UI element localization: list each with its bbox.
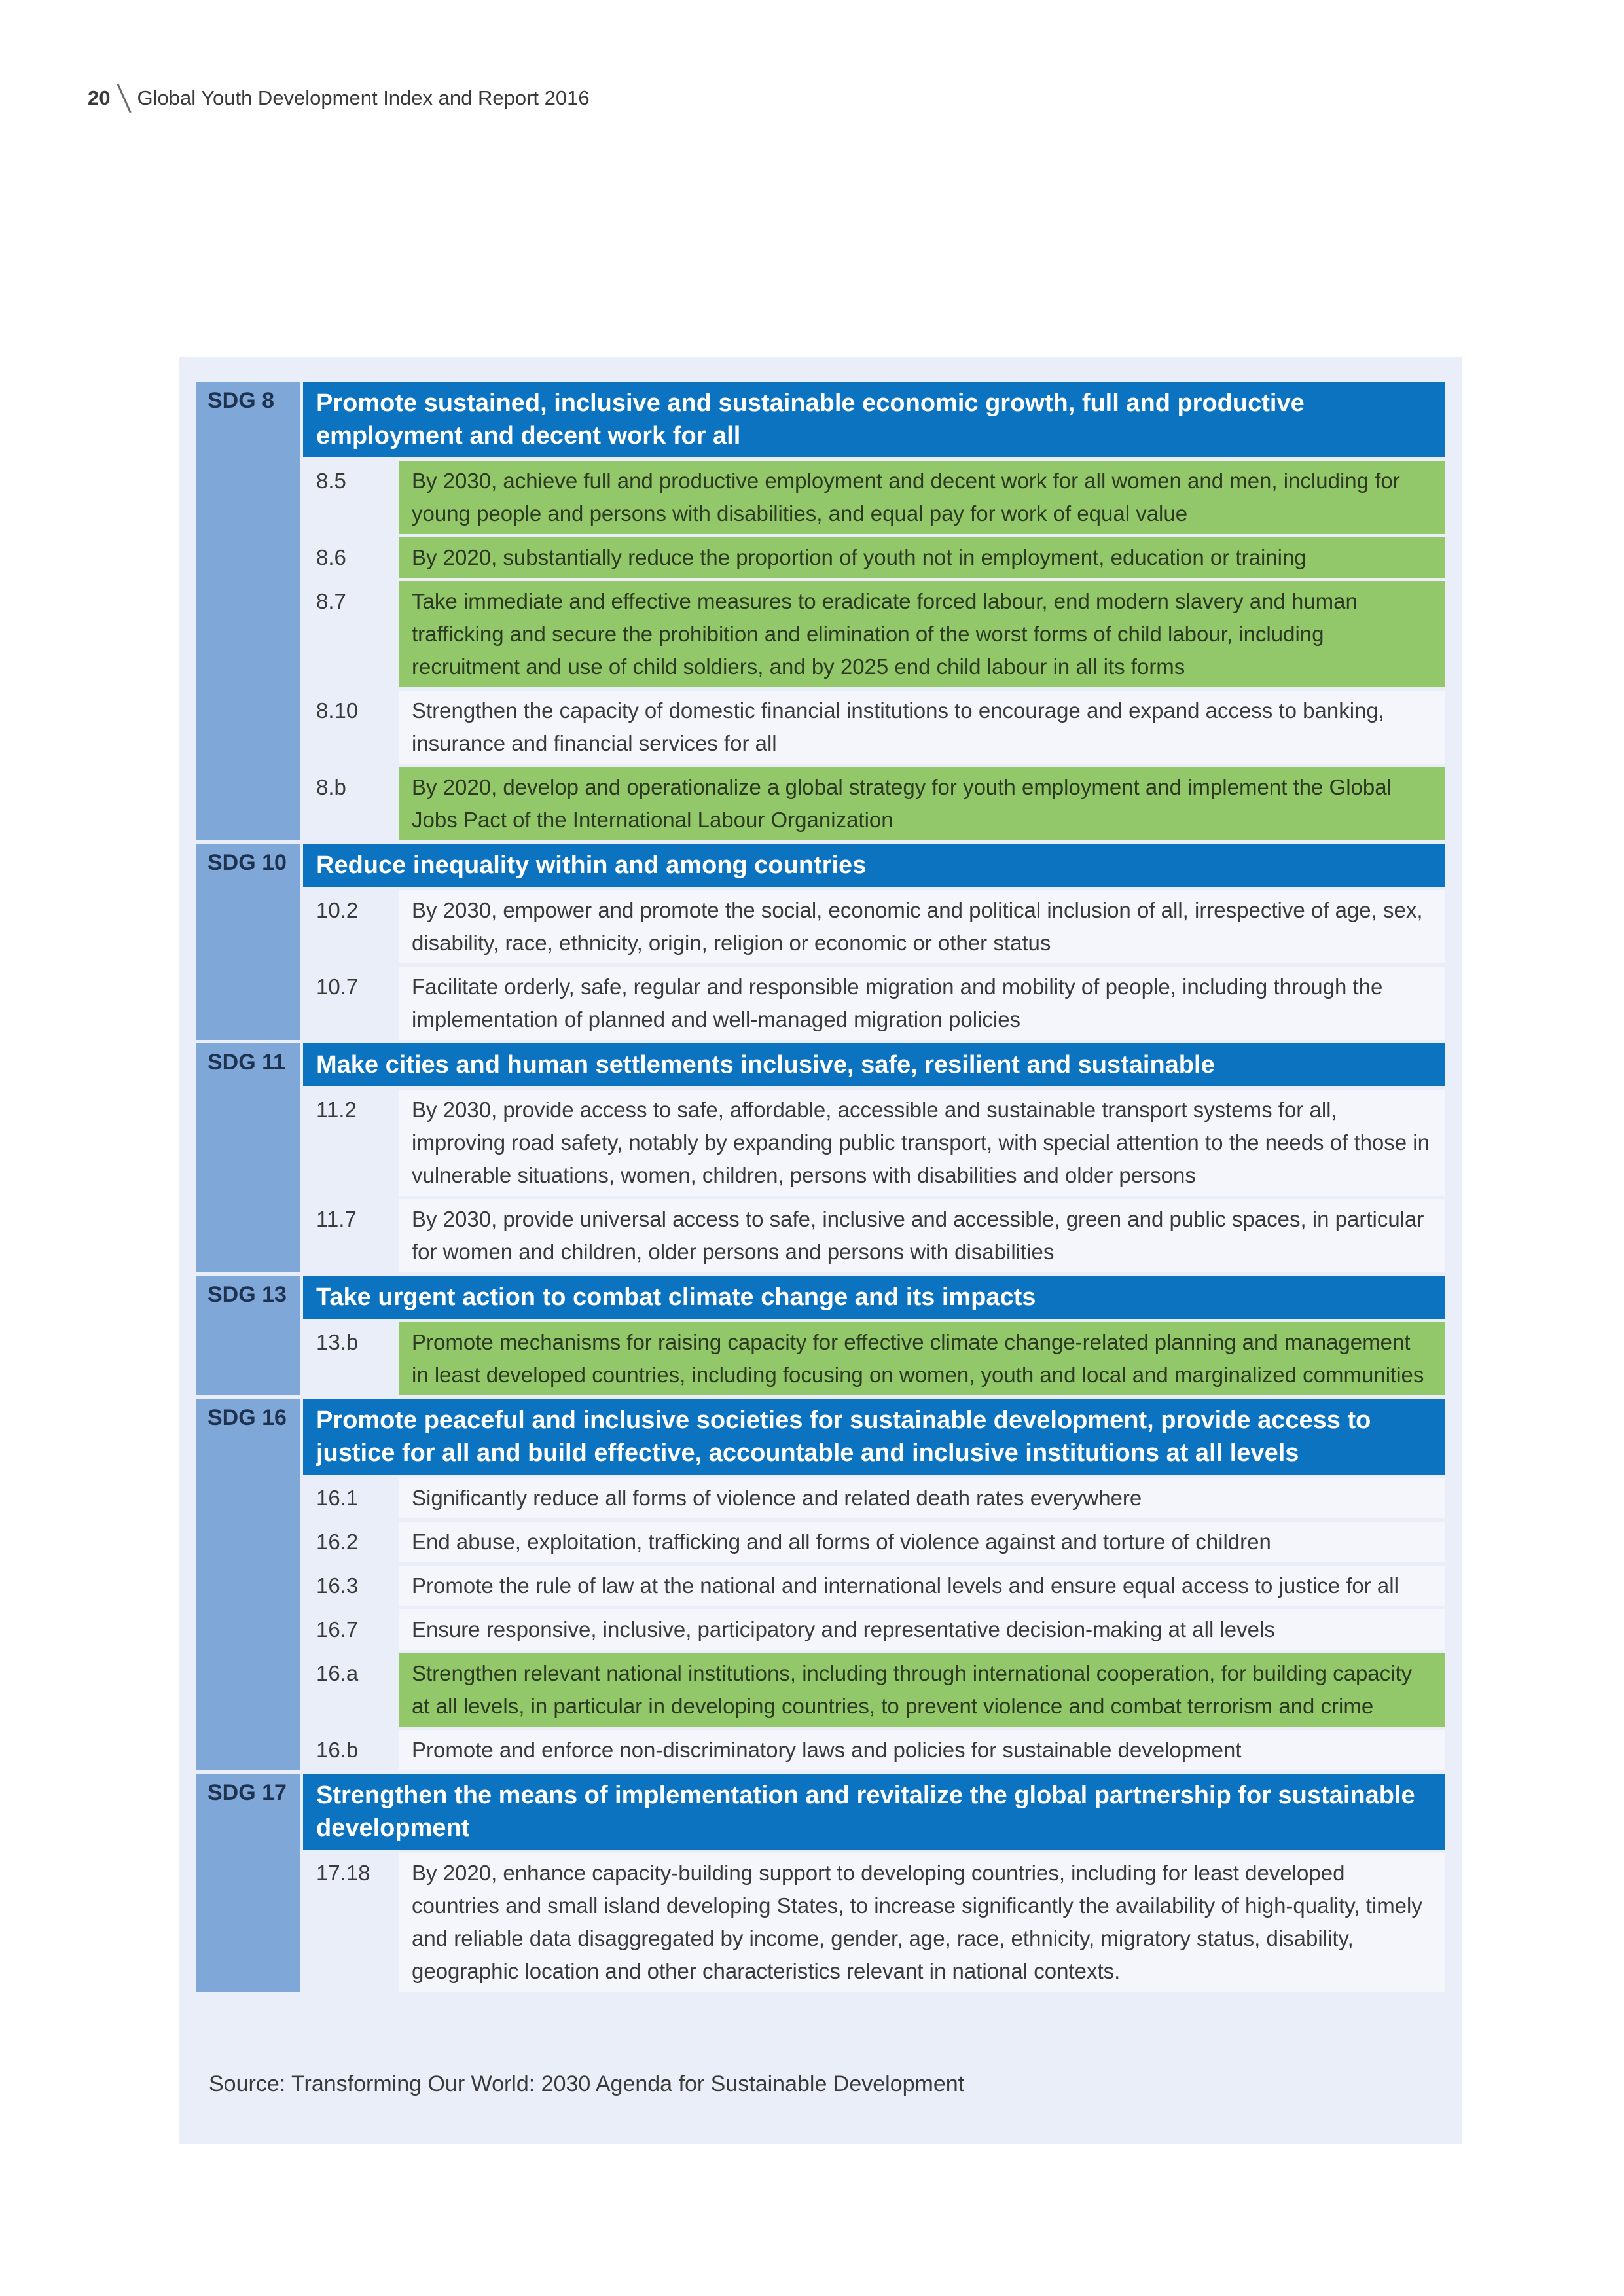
target-code: 10.7 xyxy=(302,965,397,1042)
target-row xyxy=(194,1852,1447,1994)
target-code: 16.b xyxy=(302,1729,397,1772)
target-row xyxy=(194,1608,1447,1652)
page-number: 20 xyxy=(88,86,111,109)
goal-title: Promote sustained, inclusive and sustainable economic growth, full and productive employment and decent work for all xyxy=(302,380,1447,459)
target-text: Promote the rule of law at the national and international levels and ensure equal access to justice for all xyxy=(397,1564,1447,1608)
goal-row xyxy=(194,1772,1447,1852)
sdg-label: SDG 10 xyxy=(194,842,302,1042)
goal-row xyxy=(194,1397,1447,1477)
target-row xyxy=(194,1652,1447,1729)
goal-title: Make cities and human settlements inclusive, safe, resilient and sustainable xyxy=(302,1042,1447,1088)
target-row xyxy=(194,689,1447,766)
goal-row xyxy=(194,380,1447,459)
sdg-label: SDG 13 xyxy=(194,1274,302,1397)
target-code: 8.7 xyxy=(302,580,397,689)
goal-row xyxy=(194,842,1447,889)
target-code: 16.a xyxy=(302,1652,397,1729)
target-text-highlighted: Take immediate and effective measures to eradicate forced labour, end modern slavery and human trafficking and secure the prohibition and elimination of the worst forms of child labour, including recruitment and use of child soldiers, and by 2025 end child labour in all its forms xyxy=(397,580,1447,689)
target-text-highlighted: By 2020, develop and operationalize a global strategy for youth employment and implement the Global Jobs Pact of the International Labour Organization xyxy=(397,766,1447,842)
sdg-label: SDG 17 xyxy=(194,1772,302,1994)
goal-title: Take urgent action to combat climate change and its impacts xyxy=(302,1274,1447,1321)
target-code: 13.b xyxy=(302,1321,397,1397)
target-row xyxy=(194,536,1447,580)
sdg-table-body xyxy=(194,380,1447,1994)
source-note: Source: Transforming Our World: 2030 Agenda for Sustainable Development xyxy=(209,2072,965,2096)
target-text: By 2030, empower and promote the social, economic and political inclusion of all, irrespective of age, sex, disability, race, ethnicity, origin, religion or economic or other status xyxy=(397,889,1447,965)
target-text: By 2030, provide universal access to safe, inclusive and accessible, green and public spaces, in particular for women and children, older persons and persons with disabilities xyxy=(397,1198,1447,1274)
target-code: 16.3 xyxy=(302,1564,397,1608)
goal-row xyxy=(194,1274,1447,1321)
target-text: By 2020, enhance capacity-building support to developing countries, including for least developed countries and small island developing States, to increase significantly the availability of high-quality, timely and reliable data disaggregated by income, gender, age, race, ethnicity, migratory status, disability, geographic location and other characteristics relevant in national contexts. xyxy=(397,1852,1447,1994)
goal-title: Reduce inequality within and among countries xyxy=(302,842,1447,889)
target-text-highlighted: Strengthen relevant national institutions, including through international cooperation, for building capacity at all levels, in particular in developing countries, to prevent violence and combat terrorism and crime xyxy=(397,1652,1447,1729)
target-code: 8.5 xyxy=(302,459,397,536)
target-code: 8.10 xyxy=(302,689,397,766)
sdg-label: SDG 11 xyxy=(194,1042,302,1274)
target-code: 17.18 xyxy=(302,1852,397,1994)
target-row xyxy=(194,1088,1447,1198)
target-text: Facilitate orderly, safe, regular and responsible migration and mobility of people, including through the implementation of planned and well-managed migration policies xyxy=(397,965,1447,1042)
target-text-highlighted: By 2020, substantially reduce the proportion of youth not in employment, education or training xyxy=(397,536,1447,580)
target-text: By 2030, provide access to safe, affordable, accessible and sustainable transport systems for all, improving road safety, notably by expanding public transport, with special attention to the needs of those in vulnerable situations, women, children, persons with disabilities and older persons xyxy=(397,1088,1447,1198)
goal-title: Strengthen the means of implementation and revitalize the global partnership for sustainable development xyxy=(302,1772,1447,1852)
target-text: End abuse, exploitation, trafficking and all forms of violence against and torture of children xyxy=(397,1520,1447,1564)
target-text-highlighted: By 2030, achieve full and productive employment and decent work for all women and men, including for young people and persons with disabilities, and equal pay for work of equal value xyxy=(397,459,1447,536)
target-code: 16.1 xyxy=(302,1477,397,1520)
report-title: Global Youth Development Index and Report 2016 xyxy=(137,86,590,109)
target-row xyxy=(194,766,1447,842)
sdg-label: SDG 8 xyxy=(194,380,302,842)
target-row xyxy=(194,459,1447,536)
target-code: 8.b xyxy=(302,766,397,842)
target-row xyxy=(194,1729,1447,1772)
header-separator xyxy=(117,83,132,113)
target-row xyxy=(194,1477,1447,1520)
target-code: 11.2 xyxy=(302,1088,397,1198)
goal-title: Promote peaceful and inclusive societies for sustainable development, provide access to justice for all and build effective, accountable and inclusive institutions at all levels xyxy=(302,1397,1447,1477)
target-row xyxy=(194,1321,1447,1397)
sdg-targets-table xyxy=(192,378,1448,1995)
target-row xyxy=(194,1564,1447,1608)
target-text-highlighted: Promote mechanisms for raising capacity for effective climate change-related planning and management in least developed countries, including focusing on women, youth and local and marginalized communities xyxy=(397,1321,1447,1397)
goal-row xyxy=(194,1042,1447,1088)
sdg-targets-panel xyxy=(179,357,1462,2144)
sdg-label: SDG 16 xyxy=(194,1397,302,1772)
target-code: 10.2 xyxy=(302,889,397,965)
target-code: 16.2 xyxy=(302,1520,397,1564)
target-row xyxy=(194,965,1447,1042)
target-code: 11.7 xyxy=(302,1198,397,1274)
target-row xyxy=(194,1198,1447,1274)
target-text: Significantly reduce all forms of violence and related death rates everywhere xyxy=(397,1477,1447,1520)
target-code: 8.6 xyxy=(302,536,397,580)
target-row xyxy=(194,1520,1447,1564)
target-code: 16.7 xyxy=(302,1608,397,1652)
running-header xyxy=(88,82,590,114)
target-text: Strengthen the capacity of domestic financial institutions to encourage and expand access to banking, insurance and financial services for all xyxy=(397,689,1447,766)
target-text: Promote and enforce non-discriminatory laws and policies for sustainable development xyxy=(397,1729,1447,1772)
target-text: Ensure responsive, inclusive, participatory and representative decision-making at all levels xyxy=(397,1608,1447,1652)
target-row xyxy=(194,580,1447,689)
target-row xyxy=(194,889,1447,965)
